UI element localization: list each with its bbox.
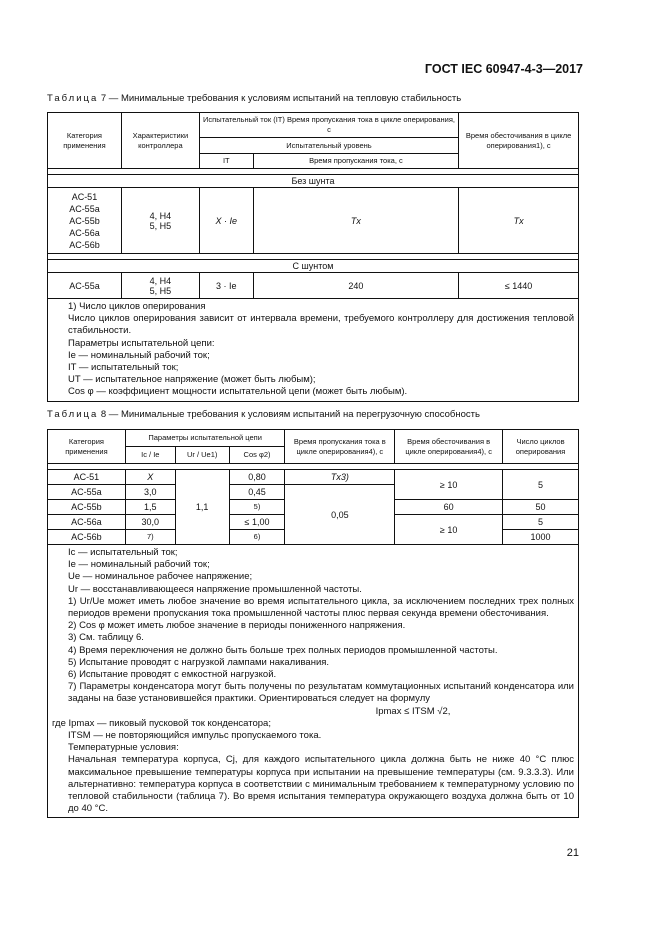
t7-row1-category: AC-51 AC-55a AC-55b AC-56a AC-56b	[48, 188, 122, 254]
t8-row-cycles: 50	[503, 500, 579, 515]
t8-row-cycles: 5	[503, 470, 579, 500]
t8-row-category: AC-56b	[48, 530, 126, 545]
t7-row1-characteristics: 4, H4 5, H5	[121, 188, 199, 254]
t8-row-category: AC-56a	[48, 515, 126, 530]
t8-row-ic: 1,5	[125, 500, 175, 515]
t7-row2-it: 3 · Ie	[199, 273, 253, 299]
t8-time-mid: 0,05	[285, 485, 395, 545]
t8-row-cycles: 1000	[503, 530, 579, 545]
t7-header-test-current: Испытательный ток (IT) Время пропускания тока в цикле оперирования, с	[199, 113, 458, 138]
t8-header-cycles: Число циклов оперирования	[503, 430, 579, 464]
t8-row-category: AC-55b	[48, 500, 126, 515]
t8-row-category: AC-55a	[48, 485, 126, 500]
table8-caption: Таблица 8 — Минимальные требования к условиям испытаний на перегрузочную способность	[47, 409, 480, 420]
t8-row-cos: 6)	[229, 530, 285, 545]
t8-row-time: Tx3)	[285, 470, 395, 485]
t8-row-cos: 0,45	[229, 485, 285, 500]
t8-row-category: AC-51	[48, 470, 126, 485]
t8-header-time: Время пропускания тока в цикле оперирования4), с	[285, 430, 395, 464]
t8-header-ur: Ur / Ue1)	[175, 447, 229, 464]
t8-break-bottom: ≥ 10	[395, 515, 503, 545]
t8-ur-value: 1,1	[175, 470, 229, 545]
t8-notes: Ic — испытательный ток; Ie — номинальный рабочий ток; Ue — номинальное рабочее напряжение; Ur — восстанавливающееся напряжение промышленной частоты. 1) Ur/Ue может иметь любое значение во время испытательного цикла, за исключением последних трех полных периодов времени пропускания тока промышленной частоты плюс первая секунда времени обесточивания. 2) Cos φ может иметь любое значение в периоды пониженного напряжения. 3) См. таблицу 6. 4) Время переключения не должно быть больше трех полных периодов промышленной частоты. 5) Испытание проводят с нагрузкой лампами накаливания. 6) Испытание проводят с емкостной нагрузкой. 7) Параметры конденсатора могут быть получены по результатам коммутационных испытаний конденсатора или заданы на базе установившейся практики. Ориентироваться следует на формулу Ipmax ≤ ITSM √2, где Ipmax — пиковый пусковой ток конденсатора; ITSM — не повторяющийся импульс пропускаемого тока. Температурные условия: Начальная температура корпуса, Cj, для каждого испытательного цикла должна быть не ниже 40 °С плюс максимальное превышение температуры корпуса при испытании на превышение температуры (см. 9.3.3.3). Или альтернативно: температура корпуса в соответствии с минимальным требованием к температурному условию по тепловой стабильности (таблица 7). Во время испытания температура окружающего воздуха должна быть от 10 до 40 °С.	[48, 545, 579, 818]
t8-row-cos: 0,80	[229, 470, 285, 485]
t7-header-characteristics: Характеристики контроллера	[121, 113, 199, 169]
t7-row1-break: Tx	[459, 188, 579, 254]
t8-row-ic: 30,0	[125, 515, 175, 530]
t8-header-break: Время обесточивания в цикле оперирования4), с	[395, 430, 503, 464]
t7-row2-time: 240	[253, 273, 458, 299]
t8-header-cos: Cos φ2)	[229, 447, 285, 464]
t7-row2-category: AC-55a	[48, 273, 122, 299]
table-8	[47, 429, 579, 818]
t8-row-ic: 3,0	[125, 485, 175, 500]
table7-caption: Таблица 7 — Минимальные требования к условиям испытаний на тепловую стабильность	[47, 93, 462, 104]
t7-section-no-shunt: Без шунта	[48, 175, 579, 188]
document-header: ГОСТ IEC 60947-4-3—2017	[424, 62, 583, 76]
t8-row-cycles: 5	[503, 515, 579, 530]
page-number: 21	[566, 847, 579, 859]
t7-row2-break: ≤ 1440	[459, 273, 579, 299]
t7-section-shunt: С шунтом	[48, 260, 579, 273]
t8-row-cos: 5)	[229, 500, 285, 515]
t8-break-top: ≥ 10	[395, 470, 503, 500]
t7-notes: 1) Число циклов оперирования Число циклов оперирования зависит от интервала времени, требуемого контроллеру для достижения тепловой стабильности. Параметры испытательной цепи: Ie — номинальный рабочий ток; IT — испытательный ток; UT — испытательное напряжение (может быть любым); Cos φ — коэффициент мощности испытательной цепи (может быть любым).	[48, 299, 579, 402]
t8-header-ic: Ic / Ie	[125, 447, 175, 464]
t7-header-break-time: Время обесточивания в цикле оперирования1), с	[459, 113, 579, 169]
t7-row1-it: X · Ie	[199, 188, 253, 254]
t7-header-it: IT	[199, 154, 253, 169]
t7-header-time: Время пропускания тока, с	[253, 154, 458, 169]
t7-header-level: Испытательный уровень	[199, 138, 458, 154]
t7-row1-time: Tx	[253, 188, 458, 254]
t8-header-category: Категория применения	[48, 430, 126, 464]
capacitor-formula: Ipmax ≤ ITSM √2,	[375, 705, 451, 717]
t8-row-ic: X	[125, 470, 175, 485]
t8-row-ic: 7)	[125, 530, 175, 545]
t8-row-break: 60	[395, 500, 503, 515]
t8-row-cos: ≤ 1,00	[229, 515, 285, 530]
table-7	[47, 112, 579, 402]
t7-header-category: Категория применения	[48, 113, 122, 169]
t7-row2-characteristics: 4, H4 5, H5	[121, 273, 199, 299]
t8-header-params: Параметры испытательной цепи	[125, 430, 285, 447]
